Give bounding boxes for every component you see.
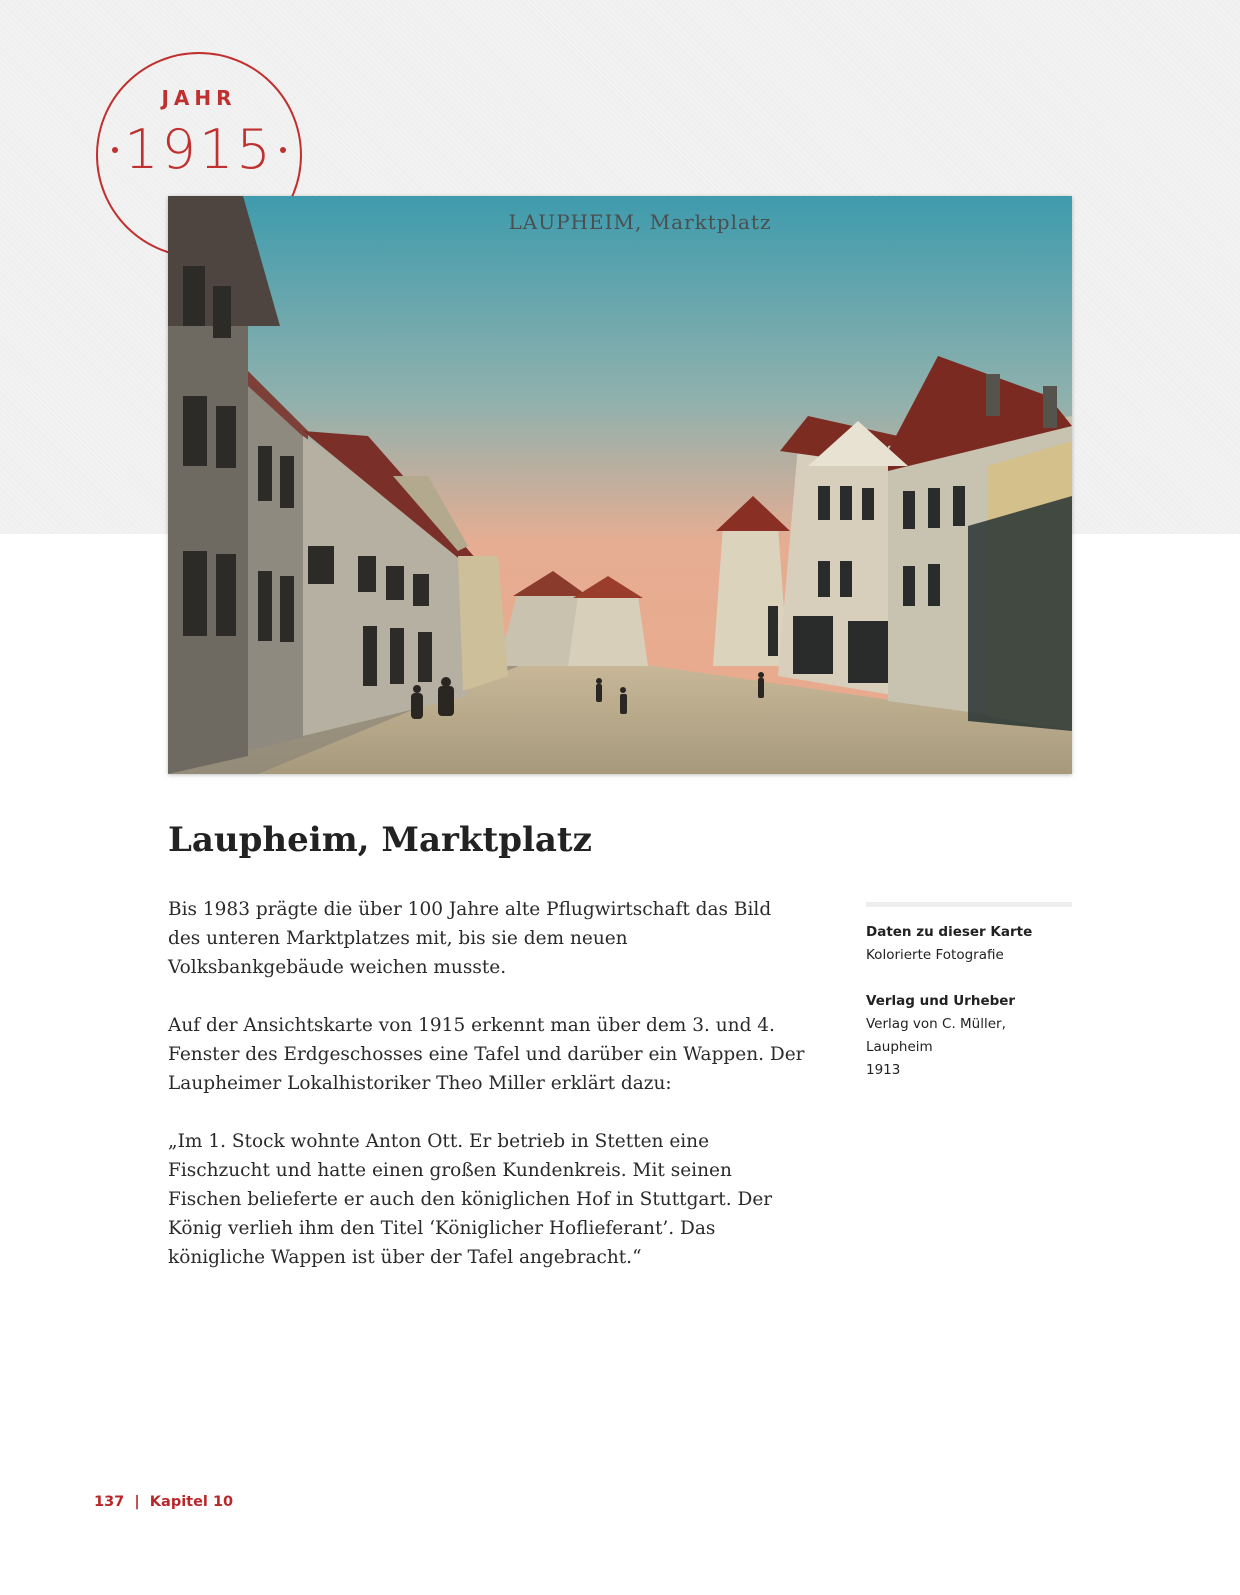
stamp-dot-right [280, 147, 286, 153]
article-paragraph-2: Auf der Ansichtskarte von 1915 erkennt man über dem 3. und 4. Fenster des Erdgeschosses eine Tafel und darüber ein Wappen. Der Laupheimer Lokalhistoriker Theo Miller erklärt dazu: [168, 1015, 805, 1094]
stamp-label: JAHR [161, 86, 237, 110]
page-number: 137 [94, 1494, 125, 1510]
postcard-caption: LAUPHEIM, Marktplatz [508, 210, 772, 234]
publisher-heading: Verlag und Urheber [866, 993, 1016, 1009]
footer-separator: | [134, 1494, 140, 1510]
postcard-photo [168, 196, 1072, 774]
card-info-sidebar [866, 902, 1072, 1105]
publisher-value: Verlag von C. Müller, Laupheim [866, 1016, 1006, 1055]
postcard-illustration [168, 196, 1072, 774]
stamp-dot-left [112, 147, 118, 153]
article-paragraph-3: „Im 1. Stock wohnte Anton Ott. Er betrieb in Stetten eine Fischzucht und hatte einen großen Kundenkreis. Mit seinen Fischen belieferte er auch den königlichen Hof in Stuttgart. Der König verlieh ihm den Titel ‘Königlicher Hoflieferant’. Das königliche Wappen ist über der Tafel angebracht.“ [168, 1131, 773, 1268]
article-paragraph-1: Bis 1983 prägte die über 100 Jahre alte Pflugwirtschaft das Bild des unteren Marktplatzes mit, bis sie dem neuen Volksbankgebäude weichen musste. [168, 899, 772, 978]
card-data-heading: Daten zu dieser Karte [866, 924, 1033, 940]
article-body [168, 895, 808, 1301]
card-data-value: Kolorierte Fotografie [866, 947, 1004, 963]
chapter-label: Kapitel 10 [149, 1494, 234, 1510]
article-title: Laupheim, Marktplatz [168, 820, 592, 860]
card-data-block [866, 921, 1072, 967]
publisher-year: 1913 [866, 1062, 901, 1078]
stamp-year-row [98, 118, 300, 181]
publisher-block [866, 990, 1072, 1082]
page-footer [94, 1494, 233, 1510]
stamp-year: 1915 [124, 118, 274, 181]
